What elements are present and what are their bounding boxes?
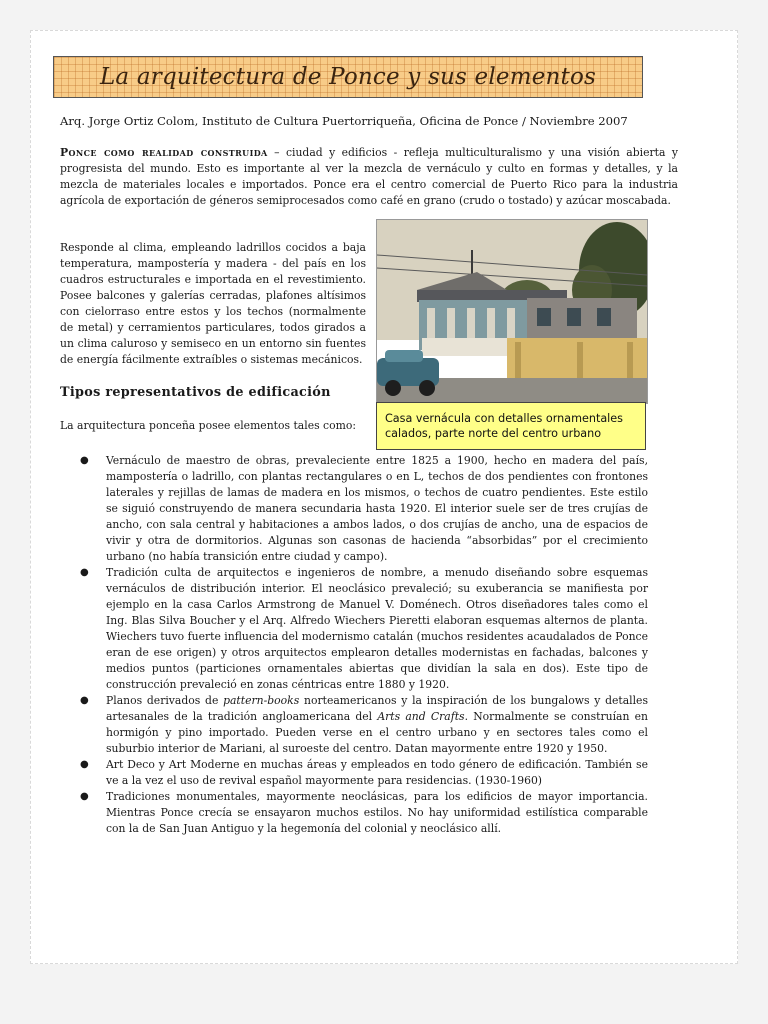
list-item — [76, 693, 648, 757]
photo-caption: Casa vernácula con detalles ornamentales calados, parte norte del centro urbano — [376, 402, 646, 450]
bullet-icon: ● — [80, 759, 89, 770]
building-types-list — [76, 453, 648, 837]
list-item — [76, 789, 648, 837]
climate-paragraph: Responde al clima, empleando ladrillos cocidos a baja temperatura, mampostería y madera - del país en los cuadros estructurales e importada en el revestimiento. Posee balcones y galerías cerradas, plafones altísimos con cielorraso entre estos y los techos (normalmente de metal) y cerramientos particulares, todos girados a un clima caluroso y semiseco en un entorno sin fuentes de energía fácilmente extraíbles o sistemas mecánicos. — [60, 241, 366, 366]
list-item — [76, 565, 648, 693]
list-item-text: Tradición culta de arquitectos e ingenieros de nombre, a menudo diseñando sobre esquemas vernáculos de distribución interior. El neoclásico prevaleció; su exuberancia se manifiesta por ejemplo en la casa Carlos Armstrong de Manuel V. Doménech. Otros diseñadores tales como el Ing. Blas Silva Boucher y el Arq. Alfredo Wiechers Pieretti elaboran esquemas alternos de planta. Wiechers tuvo fuerte influencia del modernismo catalán (muchos residentes acaudalados de Ponce eran de ese origen) y otros arquitectos emplearon detalles modernistas en fachadas, balcones y medios puntos (particiones ornamentales abiertas que dividían la sala en dos). Este tipo de construcción prevaleció en zonas céntricas entre 1880 y 1920. — [106, 566, 648, 691]
house-photo — [376, 219, 648, 404]
house-photo-image — [377, 220, 647, 403]
list-item — [76, 453, 648, 565]
bullet-icon: ● — [80, 695, 89, 706]
list-item-text: Tradiciones monumentales, mayormente neoclásicas, para los edificios de mayor importancia. Mientras Ponce crecía se ensayaron muchos estilos. No hay uniformidad estilística comparable con la de San Juan Antiguo y la hegemonía del colonial y neoclásico allí. — [106, 790, 648, 835]
list-item-italic: pattern-books — [223, 694, 300, 707]
intro-lead: Ponce como realidad construida — [60, 146, 268, 159]
bullet-icon: ● — [80, 567, 89, 578]
list-item-text: norteamericanos y la inspiración de los bungalows y detalles artesanales de la tradición angloamericana del — [106, 694, 648, 723]
section-heading: Tipos representativos de edificación — [60, 385, 331, 400]
list-item — [76, 757, 648, 789]
list-item-text: Art Deco y Art Moderne en muchas áreas y empleados en todo género de edificación. También se ve a la vez el uso de revival español mayormente para residencias. (1930-1960) — [106, 758, 648, 787]
section-intro: La arquitectura ponceña posee elementos tales como: — [60, 419, 356, 432]
title-banner — [53, 56, 643, 98]
author-byline: Arq. Jorge Ortiz Colom, Instituto de Cultura Puertorriqueña, Oficina de Ponce / Noviembre 2007 — [60, 114, 628, 128]
bullet-icon: ● — [80, 455, 89, 466]
list-item-italic: Arts and Crafts — [377, 710, 465, 723]
intro-paragraph — [60, 145, 678, 209]
bullet-icon: ● — [80, 791, 89, 802]
list-item-text: Planos derivados de — [106, 694, 224, 707]
list-item-text: . Normalmente se construían en hormigón y pino importado. Pueden verse en el centro urbano y en sectores tales como el suburbio interior de Mariani, al suroeste del centro. Datan mayormente entre 1920 y 1950. — [106, 710, 648, 755]
page-title: La arquitectura de Ponce y sus elementos — [99, 64, 597, 90]
list-item-text: Vernáculo de maestro de obras, prevaleciente entre 1825 a 1900, hecho en madera del país, mampostería o ladrillo, con plantas rectangulares o en L, techos de dos pendientes con frontones laterales y rejillas de lamas de madera en los mismos, o techos de cuatro pendientes. Este estilo se siguió construyendo de manera secundaria hasta 1920. El interior suele ser de tres crujías de ancho, con sala central y habitaciones a ambos lados, o dos crujías de ancho, una de espacios de vivir y otra de dormitorios. Algunas son casonas de hacienda “absorbidas” por el crecimiento urbano (no había transición entre ciudad y campo). — [106, 454, 648, 563]
intro-body: – ciudad y edificios - refleja multiculturalismo y una visión abierta y progresista del mundo. Esto es importante al ver la mezcla de vernáculo y culto en formas y detalles, y la mezcla de materiales locales e importados. Ponce era el centro comercial de Puerto Rico para la industria agrícola de exportación de géneros semiprocesados como café en grano (crudo o tostado) y azúcar moscabada. — [60, 146, 678, 207]
